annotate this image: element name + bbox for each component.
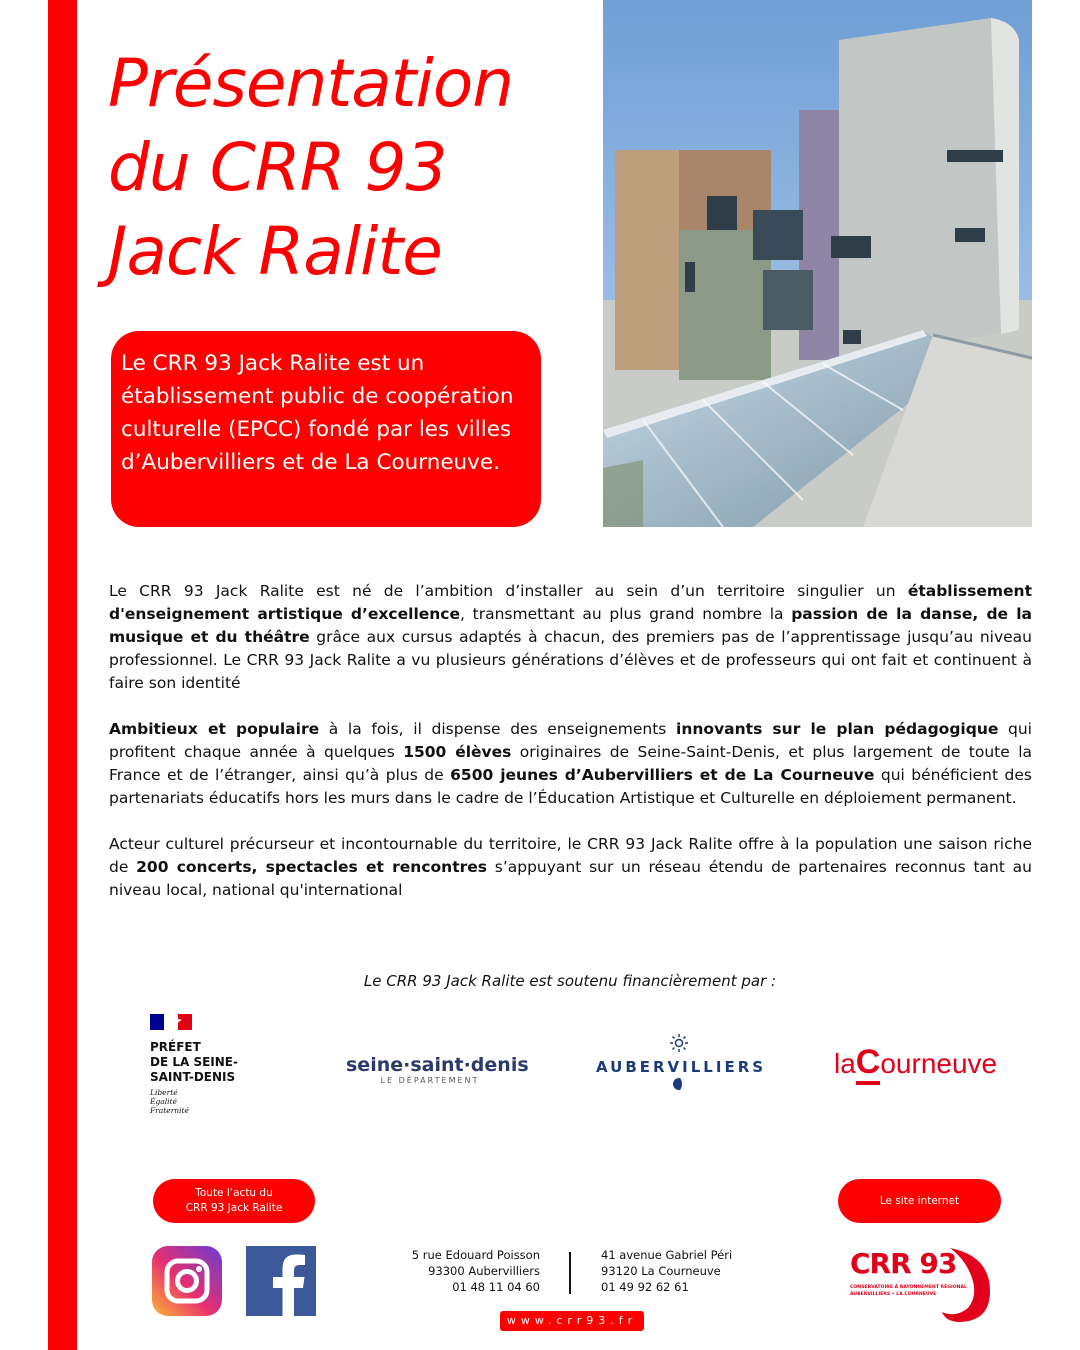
address-1-line-1: 5 rue Edouard Poisson <box>411 1248 540 1262</box>
left-red-bar <box>48 0 77 1350</box>
seine-sub: LE DÉPARTEMENT <box>380 1076 480 1085</box>
support-caption: Le CRR 93 Jack Ralite est soutenu financièrement par : <box>363 972 777 990</box>
address-2-line-1: 41 avenue Gabriel Péri <box>601 1248 733 1262</box>
text-p1-2: , transmettant au plus grand nombre la <box>460 605 792 623</box>
building-photo <box>603 0 1032 527</box>
courneuve-c: C <box>856 1043 881 1085</box>
text-p1-4: grâce aux cursus adaptés à chacun, des premiers pas de l’apprentissage jusqu’au niveau professionnel. Le CRR 93 Jack Ralite a vu plusieurs générations d’élèves et de professeurs qui ont fait et continuent à faire son identité <box>109 628 1032 692</box>
sun-icon <box>670 1034 688 1052</box>
text-p3-2: s’appuyant sur un réseau étendu de partenaires reconnus tant au niveau local, national qu'international <box>109 858 1032 899</box>
aubervilliers-logo <box>596 1034 767 1096</box>
moon-icon <box>672 1077 686 1091</box>
paragraph-2 <box>109 718 1032 810</box>
actu-button-line-1: Toute l’actu du <box>195 1187 273 1199</box>
bold-text-p3-1: 200 concerts, spectacles et rencontres <box>136 858 487 876</box>
address-2-phone: 01 49 92 62 61 <box>601 1280 689 1294</box>
address-1-phone: 01 48 11 04 60 <box>452 1280 540 1294</box>
website-link[interactable]: www.crr93.fr <box>500 1311 644 1331</box>
courneuve-rest: ourneuve <box>880 1048 998 1079</box>
title-line-3: Jack Ralite <box>108 213 442 290</box>
marianne-flag-icon <box>150 1014 192 1030</box>
seine-name: seine·saint·denis <box>346 1054 529 1076</box>
bold-text-p1-3: passion de la danse, de la musique et du théâtre <box>109 605 1033 646</box>
address-aubervilliers <box>380 1247 540 1295</box>
text-p2-3: qui profitent chaque année à quelques <box>109 720 1032 761</box>
bold-text-p2-2: innovants sur le plan pédagogique <box>676 720 999 738</box>
bold-text-p2-0: Ambitieux et populaire <box>109 720 320 738</box>
prefet-line-3: SAINT-DENIS <box>150 1070 236 1084</box>
website-button-label: Le site internet <box>879 1194 960 1207</box>
actu-button-line-2: CRR 93 Jack Ralite <box>185 1202 283 1214</box>
intro-box: Le CRR 93 Jack Ralite est un établissement public de coopération culturelle (EPCC) fondé par les villes d’Aubervilliers et de La Courneuve. <box>111 331 541 527</box>
website-button[interactable] <box>838 1179 1001 1223</box>
bold-text-p2-6: 6500 jeunes d’Aubervilliers et de La Courneuve <box>450 766 875 784</box>
paragraph-1 <box>109 580 1032 695</box>
paragraph-3 <box>109 833 1032 902</box>
facebook-icon[interactable] <box>246 1246 316 1316</box>
title-line-2: du CRR 93 <box>108 129 447 206</box>
text-p1-0: Le CRR 93 Jack Ralite est né de l’ambition d’installer au sein d’un territoire singulier un <box>109 582 908 600</box>
body-text <box>109 580 1032 925</box>
motto-egalite: Égalité <box>150 1097 177 1106</box>
text-p2-1: à la fois, il dispense des enseignements <box>319 720 677 738</box>
aubervilliers-name: AUBERVILLIERS <box>596 1058 767 1076</box>
page-title <box>108 42 558 294</box>
text-p2-5: originaires de Seine-Saint-Denis, et plus largement de toute la France et de l’étranger, ainsi qu’à plus de <box>109 743 1032 784</box>
courneuve-la: la <box>834 1048 856 1079</box>
motto-liberte: Liberté <box>150 1088 178 1097</box>
address-2-line-2: 93120 La Courneuve <box>601 1264 721 1278</box>
text-p3-0: Acteur culturel précurseur et incontournable du territoire, le CRR 93 Jack Ralite offre à la population une saison riche de <box>109 835 1032 876</box>
motto-fraternite: Fraternité <box>150 1106 189 1115</box>
address-separator <box>569 1252 571 1294</box>
bold-text-p2-4: 1500 élèves <box>403 743 512 761</box>
seine-saint-denis-logo <box>346 1054 529 1085</box>
address-1-line-2: 93300 Aubervilliers <box>428 1264 540 1278</box>
text-p2-7: qui bénéficient des partenariats éducatifs hors les murs dans le cadre de l’Éducation Artistique et Culturelle en déploiement permanent. <box>109 766 1033 807</box>
address-la-courneuve <box>601 1247 771 1295</box>
prefet-line-2: DE LA SEINE- <box>150 1055 238 1069</box>
prefet-line-1: PRÉFET <box>150 1040 201 1054</box>
title-line-1: Présentation <box>108 45 514 122</box>
crr93-sub-2: AUBERVILLIERS • LA COURNEUVE <box>850 1292 937 1297</box>
crr93-logo <box>850 1246 1000 1326</box>
bold-text-p1-1: établissement d'enseignement artistique d’excellence <box>109 582 1032 623</box>
crr93-sub-1: CONSERVATOIRE À RAYONNEMENT RÉGIONAL <box>850 1285 967 1290</box>
actu-button[interactable] <box>153 1179 315 1223</box>
prefet-logo <box>150 1014 270 1115</box>
instagram-icon[interactable] <box>152 1246 222 1316</box>
crr93-name: CRR 93 <box>850 1247 957 1280</box>
la-courneuve-logo <box>834 1044 1009 1082</box>
